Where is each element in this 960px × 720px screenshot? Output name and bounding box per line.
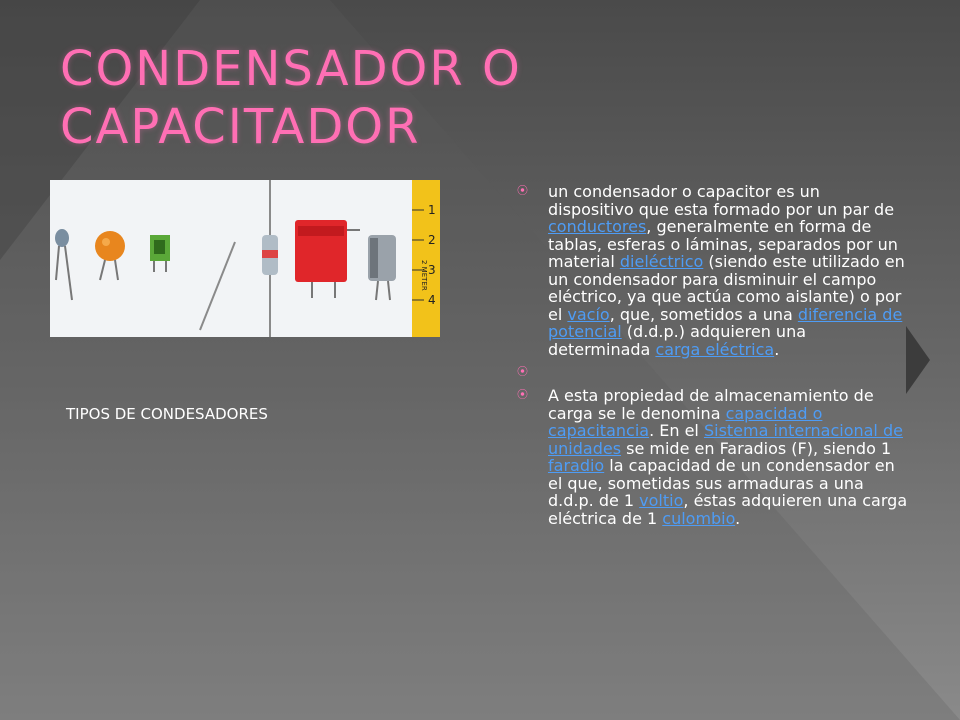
text: . (774, 339, 780, 359)
text: . En el (649, 421, 704, 440)
bullet-item-1 (517, 182, 910, 359)
link-conductores[interactable]: conductores (548, 217, 647, 236)
capacitors-illustration (50, 180, 440, 337)
svg-text:4: 4 (428, 293, 436, 307)
circle-arrow-icon: ⦿ (517, 388, 528, 401)
svg-text:3: 3 (428, 263, 436, 277)
link-dielectrico[interactable]: dieléctrico (619, 252, 704, 271)
link-capacidad[interactable]: capacidad o capacitancia (548, 403, 823, 440)
text: , que, sometidos a una (609, 304, 798, 324)
capacitors-photo (50, 180, 440, 337)
slide-title (60, 40, 760, 156)
bullet-list (517, 182, 910, 533)
link-carga-electrica[interactable]: carga eléctrica (655, 339, 775, 359)
title-line-1: CONDENSADOR O (60, 41, 522, 97)
link-faradio[interactable]: faradio (548, 456, 605, 475)
bullet-item-2-empty (517, 364, 910, 381)
link-vacio[interactable]: vacío (567, 304, 610, 324)
svg-text:2: 2 (428, 233, 436, 247)
text: , generalmente en forma de tablas, esferas o láminas, separados por un material (548, 217, 898, 271)
text: A esta propiedad de almacenamiento de carga se le denomina (548, 386, 874, 423)
text: un condensador o capacitor es un dispositivo que esta formado por un par de (548, 182, 895, 219)
caption-tipos: TIPOS DE CONDESADORES (66, 405, 268, 423)
link-sistema-internacional[interactable]: Sistema internacional de unidades (548, 421, 903, 458)
circle-arrow-icon: ⦿ (517, 365, 528, 378)
title-line-2: CAPACITADOR (60, 99, 421, 155)
link-diferencia-de-potencial[interactable]: diferencia de potencial (548, 304, 903, 341)
text: se mide en Faradios (F), siendo 1 (621, 438, 892, 458)
link-voltio[interactable]: voltio (639, 491, 684, 510)
text: la capacidad de un condensador en el que, sometidas sus armaduras a una d.d.p. de 1 (548, 456, 895, 510)
svg-text:1: 1 (428, 203, 436, 217)
text: (siendo este utilizado en un condensador para disminuir el campo eléctrico, ya que actúa como aislante) o por el (548, 252, 905, 324)
bullet-item-3 (517, 386, 910, 528)
ruler-label: 2 METER (420, 260, 428, 291)
ruler (412, 180, 440, 337)
link-culombio[interactable]: culombio (662, 508, 736, 528)
text: . (735, 508, 741, 528)
text: (d.d.p.) adquieren una determinada (548, 322, 807, 359)
circle-arrow-icon: ⦿ (517, 184, 528, 197)
text: , éstas adquieren una carga eléctrica de 1 (548, 491, 908, 528)
